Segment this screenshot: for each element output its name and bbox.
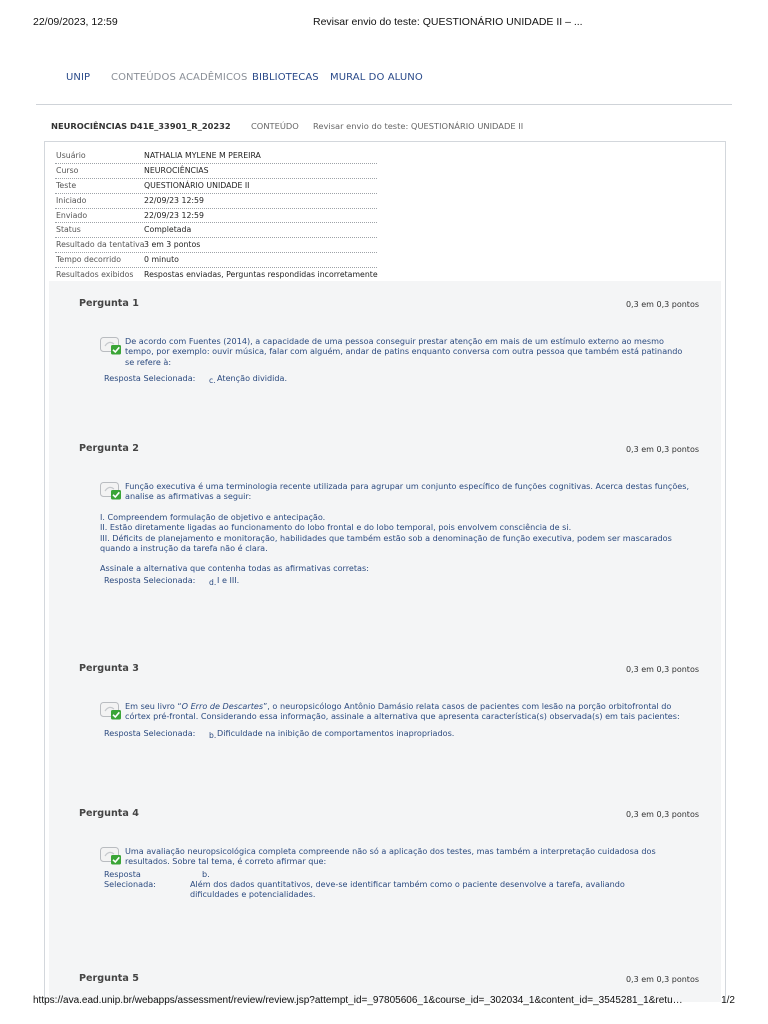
- info-value: 0 minuto: [144, 255, 179, 265]
- answer-text: Dificuldade na inibição de comportamentos inapropriados.: [217, 727, 455, 738]
- breadcrumb-content[interactable]: CONTEÚDO: [251, 121, 299, 131]
- question-text: Uma avaliação neuropsicológica completa compreende não só a aplicação dos testes, mas também a interpretação cuidadosa dos resultados. Sobre tal tema, é correto afirmar que:: [125, 846, 656, 867]
- question-title: Pergunta 4: [79, 808, 139, 819]
- answer-letter: c.: [209, 376, 216, 386]
- breadcrumb-course[interactable]: NEUROCIÊNCIAS D41E_33901_R_20232: [51, 121, 231, 131]
- nav-conteudos-academicos[interactable]: CONTEÚDOS ACADÊMICOS: [111, 72, 248, 83]
- question-title: Pergunta 3: [79, 663, 139, 674]
- question-body: [100, 336, 692, 389]
- info-key: Iniciado: [56, 195, 87, 205]
- question-prompt: Assinale a alternativa que contenha todas as afirmativas corretas:: [100, 563, 369, 574]
- info-row-curso: [55, 164, 377, 179]
- info-value: Completada: [144, 225, 192, 235]
- info-key: Teste: [56, 180, 77, 190]
- answer-label: Resposta Selecionada:: [104, 727, 196, 738]
- question-text: De acordo com Fuentes (2014), a capacidade de uma pessoa conseguir prestar atenção em mais de um estímulo externo ao mesmo tempo, por exemplo: ouvir música, falar com alguém, andar de patins enquanto conversa com outra pessoa que também está patinando se refere à:: [125, 336, 683, 367]
- statement-item: III. Déficits de planejamento e monitoração, habilidades que também estão sob a denominação de função executiva, podem ser mascarados quando a instrução da tarefa não é clara.: [100, 532, 672, 554]
- answer-letter: b.: [202, 868, 210, 879]
- question-title: Pergunta 5: [79, 973, 139, 984]
- info-value: Respostas enviadas, Perguntas respondidas incorretamente: [144, 270, 378, 280]
- print-title: Revisar envio do teste: QUESTIONÁRIO UNIDADE II – ...: [313, 16, 583, 28]
- question-points: 0,3 em 0,3 pontos: [625, 665, 699, 674]
- answer-text: Além dos dados quantitativos, deve-se identificar também como o paciente desenvolve a tarefa, avaliando dificuldades e potencialidades.: [190, 878, 625, 900]
- question-title: Pergunta 2: [79, 443, 139, 454]
- answer-label: Resposta Selecionada:: [104, 574, 196, 585]
- question-3: [79, 663, 699, 773]
- question-body: [100, 701, 692, 744]
- question-points: 0,3 em 0,3 pontos: [625, 300, 699, 309]
- nav-mural-do-aluno[interactable]: MURAL DO ALUNO: [330, 72, 423, 83]
- question-text: [125, 701, 692, 722]
- question-1: [79, 298, 699, 408]
- question-points: 0,3 em 0,3 pontos: [625, 445, 699, 454]
- question-2: [79, 443, 699, 623]
- question-title: Pergunta 1: [79, 298, 139, 309]
- info-key: Usuário: [56, 151, 86, 160]
- info-row-teste: [55, 179, 377, 194]
- statement-item: II. Estão diretamente ligadas ao funcionamento do lobo frontal e do lobo temporal, pois envolvem consciência de si.: [100, 522, 572, 533]
- print-url: https://ava.ead.unip.br/webapps/assessment/review/review.jsp?attempt_id=_97805606_1&course_id=_302034_1&content_id=_3545281_1&retu…: [33, 995, 683, 1006]
- question-points: 0,3 em 0,3 pontos: [625, 810, 699, 819]
- info-key: Enviado: [56, 210, 88, 220]
- questions-area: [49, 281, 721, 1002]
- answer-label-line1: Resposta: [104, 868, 141, 879]
- info-value: NATHALIA MYLENE M PEREIRA: [144, 151, 261, 160]
- selected-answer: [100, 373, 692, 389]
- selected-answer: [100, 728, 692, 744]
- selected-answer: [100, 575, 692, 591]
- nav-divider: [36, 104, 732, 105]
- question-text-post: ”, o neuropsicólogo Antônio Damásio relata casos de pacientes com lesão na porção orbitofrontal do córtex pré-frontal. Considerando essa informação, assinale a alternativa que apresenta característica(s) observada(s) em tais pacientes:: [125, 701, 680, 722]
- info-key: Resultado da tentativa: [56, 240, 145, 250]
- review-panel: [44, 141, 726, 1002]
- info-row-enviado: [55, 209, 377, 224]
- correct-answer-icon: [100, 337, 122, 355]
- info-value: 22/09/23 12:59: [144, 195, 204, 205]
- question-text-pre: Em seu livro “: [125, 701, 182, 711]
- book-title: O Erro de Descartes: [181, 701, 264, 711]
- answer-label-line2: Selecionada:: [104, 878, 156, 889]
- info-key: Curso: [56, 165, 79, 175]
- breadcrumb-current: Revisar envio do teste: QUESTIONÁRIO UNIDADE II: [313, 121, 524, 131]
- correct-answer-icon: [100, 847, 122, 865]
- print-page-number: 1/2: [721, 995, 735, 1006]
- info-value: 3 em 3 pontos: [144, 240, 201, 250]
- info-key: Status: [56, 225, 81, 235]
- selected-answer: [100, 869, 692, 903]
- info-row-iniciado: [55, 194, 377, 209]
- info-key: Resultados exibidos: [56, 270, 134, 280]
- answer-text: Atenção dividida.: [217, 373, 288, 384]
- question-points: 0,3 em 0,3 pontos: [625, 975, 699, 984]
- info-value: 22/09/23 12:59: [144, 210, 204, 220]
- statements-list: [100, 512, 692, 554]
- info-row-tempo: [55, 253, 377, 268]
- statement-item: I. Compreendem formulação de objetivo e antecipação.: [100, 511, 326, 522]
- print-date: 22/09/2023, 12:59: [33, 16, 118, 28]
- answer-label: Resposta Selecionada:: [104, 373, 196, 384]
- info-row-resultado: [55, 238, 377, 253]
- correct-answer-icon: [100, 482, 122, 500]
- correct-answer-icon: [100, 702, 122, 720]
- answer-text: I e III.: [217, 574, 240, 585]
- info-key: Tempo decorrido: [56, 255, 121, 265]
- attempt-info-table: [55, 149, 377, 283]
- nav-unip[interactable]: UNIP: [66, 72, 91, 83]
- info-value: QUESTIONÁRIO UNIDADE II: [144, 180, 250, 190]
- nav-bibliotecas[interactable]: BIBLIOTECAS: [252, 72, 319, 83]
- info-value: NEUROCIÊNCIAS: [144, 165, 209, 175]
- question-text: Função executiva é uma terminologia recente utilizada para agrupar um conjunto específico de funções cognitivas. Acerca destas funções, analise as afirmativas a seguir:: [125, 481, 690, 502]
- question-4: [79, 808, 699, 938]
- answer-letter: d.: [209, 577, 217, 587]
- info-row-usuario: [55, 149, 377, 164]
- answer-letter: b.: [209, 730, 217, 740]
- question-body: [100, 846, 692, 903]
- question-body: [100, 481, 692, 591]
- info-row-status: [55, 223, 377, 238]
